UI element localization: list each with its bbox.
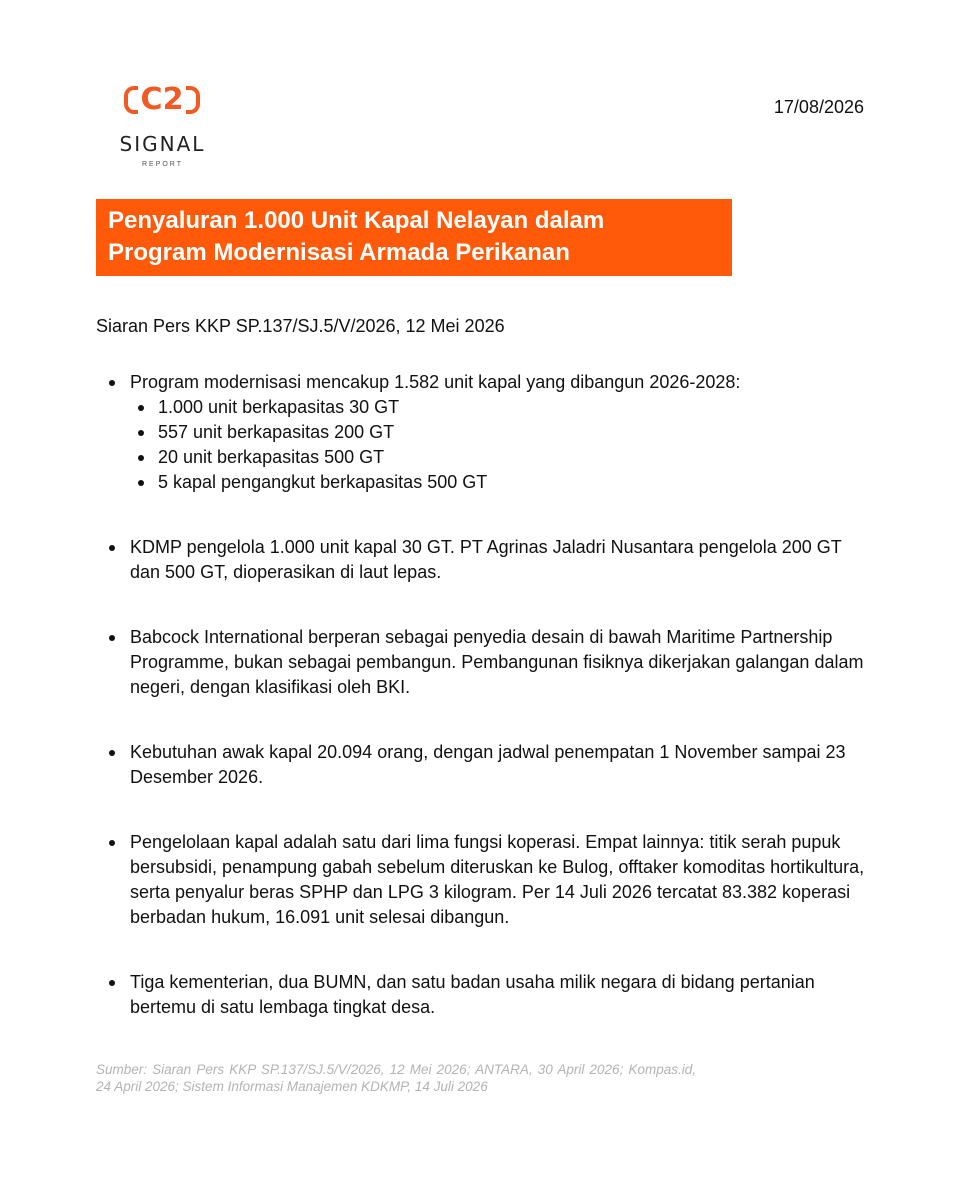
bullet-list — [104, 370, 874, 1020]
bullet-item — [104, 740, 874, 790]
bullet-item — [104, 370, 874, 495]
logo-name: SIGNAL — [119, 132, 206, 156]
bullet-text: Babcock International berperan sebagai penyedia desain di bawah Maritime Partnership Programme, bukan sebagai pembangun. Pembangunan fisiknya dikerjakan galangan dalam negeri, dengan klasifikasi oleh BKI. — [130, 627, 864, 697]
source-note: Sumber: Siaran Pers KKP SP.137/SJ.5/V/2026, 12 Mei 2026; ANTARA, 30 April 2026; Kompas.id, 24 April 2026; Sistem Informasi Manajemen KDKMP, 14 Juli 2026 — [96, 1062, 696, 1094]
bullet-text: Kebutuhan awak kapal 20.094 orang, dengan jadwal penempatan 1 November sampai 23 Desember 2026. — [130, 742, 846, 787]
bullet-item — [104, 830, 874, 930]
bullet-text: KDMP pengelola 1.000 unit kapal 30 GT. PT Agrinas Jaladri Nusantara pengelola 200 GT dan 500 GT, dioperasikan di laut lepas. — [130, 537, 842, 582]
bullet-text: Pengelolaan kapal adalah satu dari lima fungsi koperasi. Empat lainnya: titik serah pupuk bersubsidi, penampung gabah sebelum diteruskan ke Bulog, offtaker komoditas hortikultura, serta penyalur beras SPHP dan LPG 3 kilogram. Per 14 Juli 2026 tercatat 83.382 koperasi berbadan hukum, 16.091 unit selesai dibangun. — [130, 832, 865, 927]
sub-bullet-item: 5 kapal pengangkut berkapasitas 500 GT — [130, 470, 874, 495]
bullet-item — [104, 625, 874, 700]
sub-bullet-item: 20 unit berkapasitas 500 GT — [130, 445, 874, 470]
press-release-reference: Siaran Pers KKP SP.137/SJ.5/V/2026, 12 Mei 2026 — [96, 316, 505, 336]
bullet-text: Tiga kementerian, dua BUMN, dan satu badan usaha milik negara di bidang pertanian bertemu di satu lembaga tingkat desa. — [130, 972, 815, 1017]
left-bracket-icon — [124, 86, 138, 114]
sub-bullet-list — [130, 395, 874, 495]
bullet-text: Program modernisasi mencakup 1.582 unit kapal yang dibangun 2026-2028: — [130, 372, 741, 392]
c2-logo-mark — [122, 80, 202, 120]
title-line-1: Penyaluran 1.000 Unit Kapal Nelayan dalam — [108, 207, 605, 234]
bullet-item — [104, 535, 874, 585]
report-date: 17/08/2026 — [773, 97, 864, 117]
title-banner — [96, 199, 732, 276]
brand-logo — [100, 80, 225, 175]
bullet-item — [104, 970, 874, 1020]
logo-tagline: REPORT — [141, 161, 184, 168]
right-bracket-icon — [186, 86, 200, 114]
logo-mark-text: C2 — [140, 82, 184, 117]
sub-bullet-item: 1.000 unit berkapasitas 30 GT — [130, 395, 874, 420]
title-line-2: Program Modernisasi Armada Perikanan — [108, 239, 570, 266]
sub-bullet-item: 557 unit berkapasitas 200 GT — [130, 420, 874, 445]
